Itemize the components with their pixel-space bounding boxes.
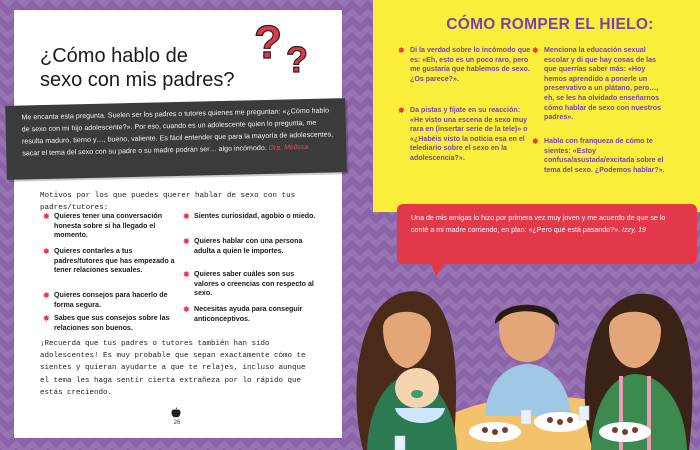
reason-text: Necesitas ayuda para conseguir anticonceptivos. [194,305,303,323]
closing-paragraph: ¡Recuerda que tus padres o tutores también han sido adolescentes! Es muy probable que sepan exactamente cómo te sientes y quieran ayudarte a que te relajes, incluso aunque el tema les haga sentir cierta extrañeza por lo rápido que estás creciendo. [40,340,306,397]
quote-body: Me encanta esta pregunta. Suelen ser los padres o tutores quienes me preguntan: «¿Cómo hablo de sexo con mi hijo adolescente?». Por eso, cuando es un adolescente quien lo pregunta, me resulta maduro, tierno y…, bueno, valiente. Es fácil entender que para la mayoría de adolescentes, sacar el tema del sexo con su padre o su madre podrán ser… algo incómodo. [21,106,334,158]
speech-bubble-tail [430,262,446,276]
bubble-text [411,212,683,236]
title-line-1: ¿Cómo hablo de [40,45,188,67]
apple-icon [171,407,181,418]
reason-item [43,247,178,276]
quote-text [21,104,334,159]
page-number: 26 [173,420,181,426]
star-icon: ✸ [398,46,405,55]
reason-item [183,237,318,256]
reason-text: Quieres consejos para hacerlo de forma segura. [54,291,168,309]
reason-text: Sientes curiosidad, agobio o miedo. [194,212,316,220]
reason-text: Quieres hablar con una persona adulta a quien le importes. [194,237,303,255]
title-line-2: sexo con mis padres? [40,69,235,91]
star-icon: ✸ [183,237,190,246]
reason-item [43,314,178,333]
question-marks-icon [252,14,322,78]
tip-item [398,106,534,164]
reason-item [183,212,318,222]
quote-author: Dra. Melissa [268,143,309,152]
star-icon: ✸ [43,291,50,300]
baby-head [395,368,439,408]
star-icon: ✸ [183,212,190,221]
reason-text: Sabes que sus consejos sobre las relaciones son buenos. [54,314,170,332]
reason-item [43,291,178,310]
bubble-author: Izzy, 19 [622,226,646,234]
tip-text: Da pistas y fíjate en su reacción: «He visto una escena de sexo muy rara en (insertar serie de la tele)» o «¿Habéis visto la noticia esa en el telediario sobre el sexo en la adolescencia?». [410,106,528,162]
reasons-intro: Motivos por los que puedes querer hablar de sexo con tus padres/tutores: [40,192,296,212]
star-icon: ✸ [183,270,190,279]
reason-text: Quieres saber cuáles son sus valores o creencias con respecto al sexo. [194,270,314,297]
tip-item [532,137,668,175]
tips-title: CÓMO ROMPER EL HIELO: [446,16,654,33]
boy-body [485,364,571,416]
tip-text: Menciona la educación sexual escolar y di que hay cosas de las que querrías saber más: «Hoy hemos aprendido a ponerle un preservativo a un plátano, pero…, eh, se les ha olvidado enseñarnos cómo hablar de sexo con nuestros padres». [544,46,662,122]
page-title [40,44,280,92]
tip-item [398,46,534,84]
tip-text: Di la verdad sobre lo incómodo que es: «Eh, esto es un poco raro, pero me gustaría que hablemos de sexo. ¿Os parece?». [410,46,531,83]
glass [579,406,589,420]
bubble-quote: Una de mis amigas lo hizo por primera vez muy joven y me acuerdo de que se lo conté a mi madre corriendo, en plan: «¿Pero qué está pasando?». [411,214,666,234]
reason-item [183,270,318,299]
reason-text: Quieres contarles a tus padres/tutores que has empezado a tener relaciones sexuales. [54,247,175,274]
glass [521,410,531,424]
star-icon: ✸ [43,247,50,256]
boy-face [499,311,555,362]
svg-text:?: ? [254,16,283,68]
family-illustration [345,236,700,450]
star-icon: ✸ [532,46,539,55]
reason-text: Quieres tener una conversación honesta sobre si ha llegado el momento. [54,212,163,239]
star-icon: ✸ [43,212,50,221]
svg-text:?: ? [286,39,308,78]
star-icon: ✸ [43,314,50,323]
speech-bubble [397,204,697,264]
quote-box [5,98,347,180]
tip-text: Habla con franqueza de cómo te sientes: «Estoy confusa/asustada/excitada sobre el tema del sexo. ¿Podemos hablar?». [544,137,665,174]
reason-item [43,212,178,241]
reason-item [183,305,318,324]
star-icon: ✸ [183,305,190,314]
star-icon: ✸ [532,137,539,146]
tip-item [532,46,668,123]
glass [395,436,405,450]
star-icon: ✸ [398,106,405,115]
